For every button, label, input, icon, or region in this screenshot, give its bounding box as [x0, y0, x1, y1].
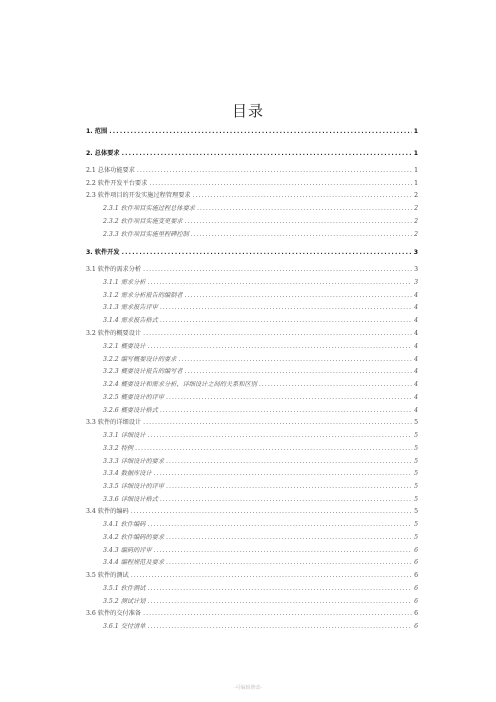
toc-page-number: 2: [414, 205, 418, 212]
toc-subsubsection-entry[interactable]: [103, 302, 418, 311]
toc-page-number: 4: [414, 394, 418, 401]
toc-dot-leader: [149, 180, 412, 187]
toc-dot-leader: [131, 572, 412, 579]
toc-entry-label: 3.2.4 概要设计和需求分析、详细设计之间的关系和区别: [103, 381, 257, 388]
toc-entry-label: 3.1.2 需求分析报告的编制者: [103, 292, 183, 299]
toc-subsubsection-entry[interactable]: [103, 596, 418, 605]
toc-dot-leader: [147, 279, 412, 286]
toc-entry-label: 2.2 软件开发平台要求: [86, 180, 148, 187]
toc-page-number: 6: [414, 623, 418, 630]
toc-subsection-entry[interactable]: [86, 570, 418, 579]
toc-page-number: 4: [414, 317, 418, 324]
toc-dot-leader: [185, 368, 412, 375]
toc-subsubsection-entry[interactable]: [103, 494, 418, 503]
toc-entry-label: 2.3.3 软件项目实施里程碑控制: [103, 231, 189, 238]
toc-page-number: 1: [414, 167, 418, 174]
toc-entry-label: 2. 总体要求: [86, 150, 120, 157]
toc-page-number: 6: [414, 610, 418, 617]
toc-entry-label: 3.3.3 详细设计的要求: [103, 458, 165, 465]
toc-page-number: 1: [413, 150, 418, 157]
toc-page-number: 5: [414, 483, 418, 490]
toc-page-number: 2: [414, 218, 418, 225]
toc-entry-label: 3. 软件开发: [86, 249, 120, 256]
toc-subsubsection-entry[interactable]: [103, 366, 418, 375]
toc-dot-leader: [191, 231, 412, 238]
toc-dot-leader: [166, 483, 412, 490]
toc-dot-leader: [137, 167, 412, 174]
toc-subsection-entry[interactable]: [86, 178, 418, 187]
toc-dot-leader: [185, 218, 412, 225]
toc-entry-label: 3.2.6 概要设计格式: [103, 407, 158, 414]
toc-dot-leader: [166, 394, 412, 401]
toc-entry-label: 2.3 软件项目的开发实施过程管理要求: [86, 192, 191, 199]
toc-section-entry[interactable]: [86, 148, 418, 157]
toc-entry-label: 3.5.2 测试计划: [103, 598, 146, 605]
toc-dot-leader: [135, 445, 412, 452]
toc-subsubsection-entry[interactable]: [103, 277, 418, 286]
toc-page-number: 3: [413, 249, 418, 256]
toc-subsubsection-entry[interactable]: [103, 468, 418, 477]
toc-entry-label: 3.4.1 软件编码: [103, 521, 146, 528]
toc-dot-leader: [143, 610, 412, 617]
toc-entry-label: 3.4.4 编程规范及要求: [103, 559, 165, 566]
toc-entry-label: 3.5.1 软件测试: [103, 585, 146, 592]
toc-dot-leader: [154, 470, 412, 477]
toc-subsubsection-entry[interactable]: [103, 621, 418, 630]
toc-subsubsection-entry[interactable]: [103, 315, 418, 324]
toc-section-entry[interactable]: [86, 126, 418, 135]
toc-subsection-entry[interactable]: [86, 190, 418, 199]
toc-page-number: 4: [414, 407, 418, 414]
toc-subsection-entry[interactable]: [86, 417, 418, 426]
toc-subsubsection-entry[interactable]: [103, 354, 418, 363]
toc-page-number: 5: [414, 458, 418, 465]
toc-subsection-entry[interactable]: [86, 264, 418, 273]
toc-entry-label: 3.4 软件的编码: [86, 508, 129, 515]
toc-page-number: 4: [414, 343, 418, 350]
toc-dot-leader: [122, 150, 412, 157]
toc-page-number: 4: [414, 381, 418, 388]
toc-page-number: 3: [414, 266, 418, 273]
toc-subsubsection-entry[interactable]: [103, 519, 418, 528]
toc-entry-label: 3.2.5 概要设计的评审: [103, 394, 165, 401]
toc-dot-leader: [197, 205, 412, 212]
toc-entry-label: 3.2.1 概要设计: [103, 343, 146, 350]
toc-page-number: 3: [414, 279, 418, 286]
toc-dot-leader: [147, 623, 412, 630]
toc-dot-leader: [160, 496, 412, 503]
toc-entry-label: 3.2.3 概要设计报告的编写者: [103, 368, 183, 375]
toc-entry-label: 3.2 软件的概要设计: [86, 330, 142, 337]
toc-subsubsection-entry[interactable]: [103, 583, 418, 592]
toc-page-number: 5: [414, 534, 418, 541]
toc-dot-leader: [147, 585, 412, 592]
toc-entry-label: 3.6 软件的交付准备: [86, 610, 142, 617]
toc-subsubsection-entry[interactable]: [103, 443, 418, 452]
toc-page-number: 5: [414, 419, 418, 426]
toc-dot-leader: [259, 381, 412, 388]
toc-entry-label: 3.2.2 编写概要设计的要求: [103, 356, 177, 363]
toc-dot-leader: [143, 266, 412, 273]
toc-dot-leader: [147, 521, 412, 528]
toc-entry-label: 2.3.2 软件项目实施变更要求: [103, 218, 183, 225]
toc-entry-label: 3.6.1 交付清单: [103, 623, 146, 630]
toc-page-number: 1: [414, 180, 418, 187]
toc-subsubsection-entry[interactable]: [103, 229, 418, 238]
toc-dot-leader: [160, 317, 412, 324]
toc-page-number: 5: [414, 508, 418, 515]
toc-page-number: 4: [414, 356, 418, 363]
toc-subsubsection-entry[interactable]: [103, 545, 418, 554]
toc-entry-label: 3.4.3 编码的评审: [103, 547, 152, 554]
toc-entry-label: 3.3.4 数据库设计: [103, 470, 152, 477]
toc-page-number: 6: [414, 547, 418, 554]
toc-subsubsection-entry[interactable]: [103, 216, 418, 225]
toc-dot-leader: [166, 559, 412, 566]
toc-dot-leader: [185, 292, 412, 299]
toc-dot-leader: [122, 249, 412, 256]
toc-page-number: 5: [414, 496, 418, 503]
toc-page-number: 6: [414, 572, 418, 579]
toc-entry-label: 3.4.2 软件编码的要求: [103, 534, 165, 541]
toc-page-number: 4: [414, 330, 418, 337]
toc-dot-leader: [178, 356, 412, 363]
toc-dot-leader: [147, 343, 412, 350]
toc-subsubsection-entry[interactable]: [103, 456, 418, 465]
toc-entry-label: 2.1 总体功能要求: [86, 167, 135, 174]
toc-entry-label: 1. 范围: [86, 128, 108, 135]
toc-subsection-entry[interactable]: [86, 165, 418, 174]
toc-dot-leader: [166, 534, 412, 541]
toc-page-number: 5: [414, 470, 418, 477]
toc-subsubsection-entry[interactable]: [103, 392, 418, 401]
toc-dot-leader: [143, 330, 412, 337]
toc-subsubsection-entry[interactable]: [103, 405, 418, 414]
toc-subsection-entry[interactable]: [86, 608, 418, 617]
toc-entry-label: 3.5 软件的测试: [86, 572, 129, 579]
toc-page-number: 4: [414, 292, 418, 299]
toc-entry-label: 3.1.3 需求报告评审: [103, 304, 158, 311]
toc-entry-label: 3.3.6 详细设计格式: [103, 496, 158, 503]
toc-subsubsection-entry[interactable]: [103, 379, 418, 388]
toc-entry-label: 3.1.4 需求报告格式: [103, 317, 158, 324]
toc-dot-leader: [160, 407, 412, 414]
toc-entry-label: 3.3.1 详细设计: [103, 432, 146, 439]
toc-page-number: 5: [414, 521, 418, 528]
toc-subsubsection-entry[interactable]: [103, 557, 418, 566]
toc-subsubsection-entry[interactable]: [103, 532, 418, 541]
toc-dot-leader: [154, 547, 412, 554]
toc-page-number: 4: [414, 368, 418, 375]
toc-entry-label: 2.3.1 软件项目实施过程总体要求: [103, 205, 195, 212]
toc-subsubsection-entry[interactable]: [103, 430, 418, 439]
toc-dot-leader: [147, 598, 412, 605]
toc-entry-label: 3.1.1 需求分析: [103, 279, 146, 286]
toc-dot-leader: [143, 419, 412, 426]
toc-subsubsection-entry[interactable]: [103, 203, 418, 212]
toc-page-number: 1: [413, 128, 418, 135]
toc-dot-leader: [166, 458, 412, 465]
toc-page-number: 6: [414, 598, 418, 605]
page-footer: -可编辑修改-: [233, 685, 263, 691]
toc-subsubsection-entry[interactable]: [103, 481, 418, 490]
toc-entry-label: 3.3 软件的详细设计: [86, 419, 142, 426]
toc-dot-leader: [193, 192, 412, 199]
toc-entry-label: 3.3.2 特例: [103, 445, 134, 452]
toc-page-number: 6: [414, 559, 418, 566]
toc-page-number: 6: [414, 585, 418, 592]
toc-subsection-entry[interactable]: [86, 328, 418, 337]
toc-subsubsection-entry[interactable]: [103, 290, 418, 299]
toc-dot-leader: [131, 508, 412, 515]
toc-subsection-entry[interactable]: [86, 506, 418, 515]
toc-section-entry[interactable]: [86, 247, 418, 256]
toc-dot-leader: [109, 128, 412, 135]
toc-dot-leader: [160, 304, 412, 311]
toc-subsubsection-entry[interactable]: [103, 341, 418, 350]
page-title: 目录: [231, 102, 264, 120]
toc-page-number: 4: [414, 304, 418, 311]
toc-dot-leader: [147, 432, 412, 439]
toc-entry-label: 3.1 软件的需求分析: [86, 266, 142, 273]
toc-entry-label: 3.3.5 详细设计的评审: [103, 483, 165, 490]
toc-page-number: 5: [414, 432, 418, 439]
toc-page-number: 2: [414, 192, 418, 199]
toc-page-number: 2: [414, 231, 418, 238]
toc-page-number: 5: [414, 445, 418, 452]
